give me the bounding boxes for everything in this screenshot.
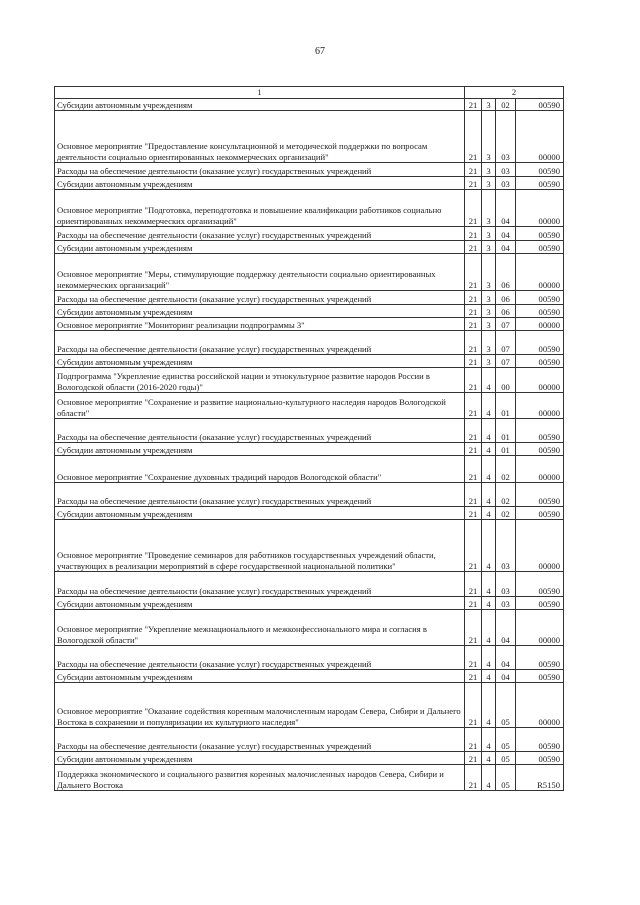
- table-row: [55, 355, 564, 368]
- row-code-1: 21: [465, 507, 482, 520]
- row-code-3: 07: [496, 318, 516, 331]
- row-code-1: 21: [465, 610, 482, 646]
- row-code-2: 4: [482, 597, 496, 610]
- row-code-3: 04: [496, 241, 516, 254]
- table-row: [55, 483, 564, 507]
- row-code-1: 21: [465, 305, 482, 318]
- row-description: Расходы на обеспечение деятельности (оказание услуг) государственных учреждений: [55, 728, 465, 752]
- row-code-4: 00590: [516, 670, 564, 683]
- row-code-2: 4: [482, 752, 496, 765]
- row-code-4: 00000: [516, 190, 564, 227]
- row-code-4: 00000: [516, 520, 564, 572]
- row-code-1: 21: [465, 520, 482, 572]
- row-code-3: 03: [496, 177, 516, 190]
- row-code-4: 00590: [516, 646, 564, 670]
- row-description: Расходы на обеспечение деятельности (оказание услуг) государственных учреждений: [55, 163, 465, 177]
- row-code-1: 21: [465, 177, 482, 190]
- table-header-row: [55, 87, 564, 99]
- table-row: [55, 610, 564, 646]
- row-code-1: 21: [465, 572, 482, 597]
- table-row: [55, 177, 564, 190]
- row-code-3: 01: [496, 419, 516, 443]
- table-row: [55, 318, 564, 331]
- row-code-4: 00590: [516, 507, 564, 520]
- row-description: Субсидии автономным учреждениям: [55, 241, 465, 254]
- row-code-4: 00000: [516, 254, 564, 291]
- table-row: [55, 670, 564, 683]
- row-description: Расходы на обеспечение деятельности (оказание услуг) государственных учреждений: [55, 227, 465, 241]
- row-code-2: 3: [482, 241, 496, 254]
- row-code-3: 00: [496, 368, 516, 393]
- row-code-1: 21: [465, 190, 482, 227]
- row-code-3: 04: [496, 646, 516, 670]
- row-code-3: 03: [496, 111, 516, 163]
- row-description: Основное мероприятие "Подготовка, переподготовка и повышение квалификации работников социально ориентированных некоммерческих организаций": [55, 190, 465, 227]
- row-code-1: 21: [465, 318, 482, 331]
- page-number: 67: [315, 46, 325, 57]
- row-code-1: 21: [465, 291, 482, 305]
- row-description: Основное мероприятие "Мониторинг реализации подпрограммы 3": [55, 318, 465, 331]
- row-code-2: 4: [482, 683, 496, 728]
- row-code-4: 00590: [516, 419, 564, 443]
- row-code-1: 21: [465, 483, 482, 507]
- row-code-1: 21: [465, 393, 482, 419]
- row-description: Расходы на обеспечение деятельности (оказание услуг) государственных учреждений: [55, 419, 465, 443]
- row-description: Основное мероприятие "Проведение семинаров для работников государственных учреждений области, участвующих в реализации мероприятий в сфере государственной национальной политики": [55, 520, 465, 572]
- table-row: [55, 765, 564, 791]
- row-description: Субсидии автономным учреждениям: [55, 670, 465, 683]
- table-row: [55, 163, 564, 177]
- row-code-4: 00590: [516, 227, 564, 241]
- table-row: [55, 646, 564, 670]
- row-code-4: 00590: [516, 728, 564, 752]
- table-row: [55, 597, 564, 610]
- row-code-3: 02: [496, 483, 516, 507]
- row-code-4: R5150: [516, 765, 564, 791]
- row-code-2: 3: [482, 99, 496, 111]
- row-code-3: 02: [496, 507, 516, 520]
- row-code-2: 4: [482, 646, 496, 670]
- row-code-1: 21: [465, 443, 482, 456]
- row-code-3: 06: [496, 254, 516, 291]
- row-code-1: 21: [465, 597, 482, 610]
- row-code-4: 00590: [516, 443, 564, 456]
- table-row: [55, 227, 564, 241]
- row-code-3: 03: [496, 163, 516, 177]
- row-code-4: 00000: [516, 111, 564, 163]
- table-row: [55, 507, 564, 520]
- row-code-4: 00000: [516, 393, 564, 419]
- row-code-1: 21: [465, 683, 482, 728]
- row-code-4: 00000: [516, 368, 564, 393]
- row-description: Субсидии автономным учреждениям: [55, 507, 465, 520]
- row-code-2: 3: [482, 318, 496, 331]
- row-code-3: 04: [496, 610, 516, 646]
- row-code-3: 06: [496, 291, 516, 305]
- row-code-2: 3: [482, 291, 496, 305]
- row-code-2: 4: [482, 483, 496, 507]
- row-description: Субсидии автономным учреждениям: [55, 355, 465, 368]
- row-code-4: 00000: [516, 456, 564, 483]
- row-code-4: 00000: [516, 683, 564, 728]
- row-code-3: 06: [496, 305, 516, 318]
- row-code-4: 00590: [516, 163, 564, 177]
- row-code-3: 04: [496, 227, 516, 241]
- table-row: [55, 443, 564, 456]
- table-row: [55, 305, 564, 318]
- row-description: Субсидии автономным учреждениям: [55, 305, 465, 318]
- row-description: Расходы на обеспечение деятельности (оказание услуг) государственных учреждений: [55, 572, 465, 597]
- row-description: Субсидии автономным учреждениям: [55, 597, 465, 610]
- row-code-2: 4: [482, 393, 496, 419]
- row-description: Субсидии автономным учреждениям: [55, 99, 465, 111]
- row-code-2: 4: [482, 610, 496, 646]
- row-description: Расходы на обеспечение деятельности (оказание услуг) государственных учреждений: [55, 483, 465, 507]
- table-row: [55, 572, 564, 597]
- row-code-3: 03: [496, 520, 516, 572]
- row-code-1: 21: [465, 163, 482, 177]
- row-code-4: 00590: [516, 597, 564, 610]
- row-code-4: 00590: [516, 331, 564, 355]
- row-description: Основное мероприятие "Меры, стимулирующие поддержку деятельности социально ориентированных некоммерческих организаций": [55, 254, 465, 291]
- row-code-3: 05: [496, 683, 516, 728]
- row-code-1: 21: [465, 456, 482, 483]
- row-code-2: 4: [482, 507, 496, 520]
- header-col-2: 2: [465, 87, 564, 99]
- row-description: Основное мероприятие "Предоставление консультационной и методической поддержки по вопросам деятельности социально ориентированных некоммерческих организаций": [55, 111, 465, 163]
- row-description: Расходы на обеспечение деятельности (оказание услуг) государственных учреждений: [55, 646, 465, 670]
- budget-table: [54, 86, 564, 791]
- row-description: Поддержка экономического и социального развития коренных малочисленных народов Севера, Сибири и Дальнего Востока: [55, 765, 465, 791]
- row-code-2: 3: [482, 111, 496, 163]
- row-code-3: 07: [496, 355, 516, 368]
- table-row: [55, 393, 564, 419]
- row-code-3: 03: [496, 572, 516, 597]
- row-code-4: 00590: [516, 572, 564, 597]
- row-code-1: 21: [465, 331, 482, 355]
- row-code-3: 03: [496, 597, 516, 610]
- row-code-1: 21: [465, 241, 482, 254]
- row-description: Основное мероприятие "Сохранение духовных традиций народов Вологодской области": [55, 456, 465, 483]
- row-description: Субсидии автономным учреждениям: [55, 443, 465, 456]
- row-code-1: 21: [465, 355, 482, 368]
- row-code-2: 4: [482, 520, 496, 572]
- row-description: Основное мероприятие "Оказание содействия коренным малочисленным народам Севера, Сибири и Дальнего Востока в сохранении и популяризации их культурного наследия": [55, 683, 465, 728]
- row-code-2: 3: [482, 190, 496, 227]
- row-code-2: 3: [482, 355, 496, 368]
- row-code-4: 00590: [516, 99, 564, 111]
- header-col-1: 1: [55, 87, 465, 99]
- row-code-1: 21: [465, 670, 482, 683]
- row-code-4: 00590: [516, 305, 564, 318]
- table-row: [55, 520, 564, 572]
- table-row: [55, 241, 564, 254]
- table-row: [55, 190, 564, 227]
- row-code-3: 04: [496, 190, 516, 227]
- row-code-2: 3: [482, 254, 496, 291]
- row-code-2: 4: [482, 419, 496, 443]
- row-code-4: 00590: [516, 483, 564, 507]
- row-code-4: 00590: [516, 355, 564, 368]
- row-code-2: 3: [482, 163, 496, 177]
- row-code-1: 21: [465, 646, 482, 670]
- row-code-3: 04: [496, 670, 516, 683]
- row-code-2: 3: [482, 227, 496, 241]
- row-code-1: 21: [465, 99, 482, 111]
- row-code-2: 3: [482, 305, 496, 318]
- row-code-1: 21: [465, 419, 482, 443]
- row-code-3: 05: [496, 765, 516, 791]
- row-code-3: 05: [496, 752, 516, 765]
- row-code-2: 4: [482, 670, 496, 683]
- row-code-4: 00000: [516, 610, 564, 646]
- table-row: [55, 111, 564, 163]
- table-row: [55, 331, 564, 355]
- row-description: Субсидии автономным учреждениям: [55, 177, 465, 190]
- row-code-2: 4: [482, 765, 496, 791]
- table-row: [55, 752, 564, 765]
- row-code-2: 4: [482, 456, 496, 483]
- row-code-1: 21: [465, 765, 482, 791]
- table-row: [55, 291, 564, 305]
- table-row: [55, 368, 564, 393]
- table-row: [55, 419, 564, 443]
- row-description: Подпрограмма "Укрепление единства российской нации и этнокультурное развитие народов России в Вологодской области (2016-2020 годы)": [55, 368, 465, 393]
- row-code-2: 4: [482, 368, 496, 393]
- row-code-3: 01: [496, 393, 516, 419]
- row-description: Субсидии автономным учреждениям: [55, 752, 465, 765]
- row-code-1: 21: [465, 728, 482, 752]
- row-code-2: 4: [482, 443, 496, 456]
- row-description: Основное мероприятие "Укрепление межнационального и межконфессионального мира и согласия в Вологодской области": [55, 610, 465, 646]
- row-code-2: 4: [482, 572, 496, 597]
- row-code-1: 21: [465, 752, 482, 765]
- table-row: [55, 456, 564, 483]
- row-code-3: 07: [496, 331, 516, 355]
- row-code-4: 00590: [516, 177, 564, 190]
- row-code-2: 3: [482, 177, 496, 190]
- row-code-3: 02: [496, 456, 516, 483]
- table-row: [55, 254, 564, 291]
- row-code-1: 21: [465, 227, 482, 241]
- row-code-4: 00590: [516, 291, 564, 305]
- table-row: [55, 683, 564, 728]
- row-code-4: 00590: [516, 752, 564, 765]
- row-description: Основное мероприятие "Сохранение и развитие национально-культурного наследия народов Вологодской области": [55, 393, 465, 419]
- row-code-4: 00590: [516, 241, 564, 254]
- row-description: Расходы на обеспечение деятельности (оказание услуг) государственных учреждений: [55, 291, 465, 305]
- row-code-1: 21: [465, 368, 482, 393]
- row-description: Расходы на обеспечение деятельности (оказание услуг) государственных учреждений: [55, 331, 465, 355]
- table-row: [55, 99, 564, 111]
- row-code-1: 21: [465, 254, 482, 291]
- row-code-2: 4: [482, 728, 496, 752]
- table-row: [55, 728, 564, 752]
- row-code-3: 02: [496, 99, 516, 111]
- row-code-3: 01: [496, 443, 516, 456]
- row-code-3: 05: [496, 728, 516, 752]
- row-code-1: 21: [465, 111, 482, 163]
- row-code-4: 00000: [516, 318, 564, 331]
- row-code-2: 3: [482, 331, 496, 355]
